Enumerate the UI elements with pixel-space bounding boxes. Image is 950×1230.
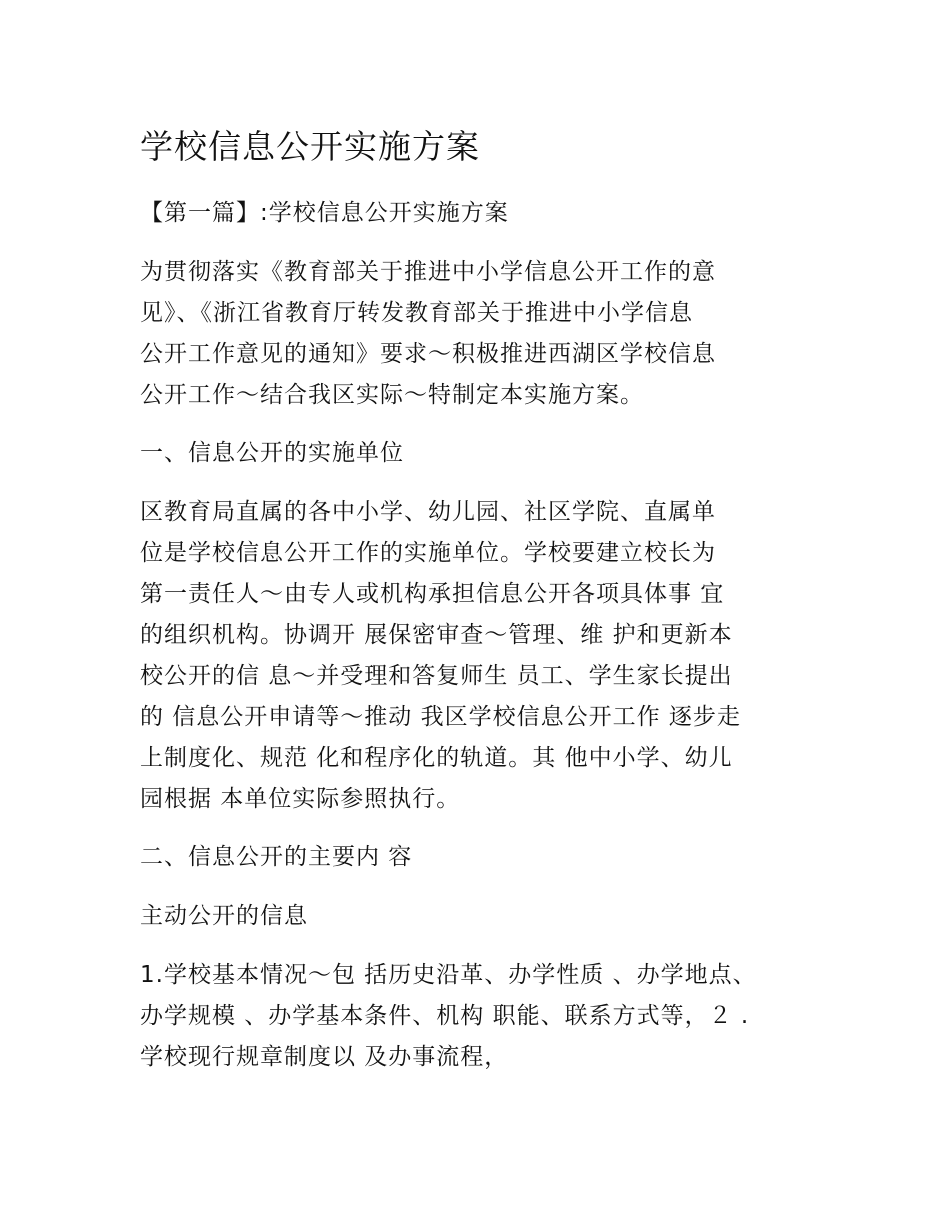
intro-line: 为贯彻落实《教育部关于推进中小学信息公开工作的意 — [140, 259, 716, 285]
section-1-line: 上制度化、规范 化和程序化的轨道。其 他中小学、幼儿 — [140, 745, 733, 771]
section-1-line: 第一责任人～由专人或机构承担信息公开各项具体事 宜 — [140, 581, 725, 607]
section-1-line: 的组织机构。协调开 展保密审查～管理、维 护和更新本 — [140, 622, 733, 648]
intro-paragraph — [140, 252, 840, 416]
section-1-line: 的 信息公开申请等～推动 我区学校信息公开工作 逐步走 — [140, 704, 741, 730]
section-1-line: 校公开的信 息～并受理和答复师生 员工、学生家长提出 — [140, 663, 733, 689]
intro-line: 公开工作～结合我区实际～特制定本实施方案。 — [140, 382, 644, 408]
section-2-heading: 二、信息公开的主要内 容 — [140, 844, 413, 870]
section-1-line: 区教育局直属的各中小学、幼儿园、社区学院、直属单 — [140, 499, 716, 525]
section-1-line: 园根据 本单位实际参照执行。 — [140, 786, 461, 812]
section-1-line: 位是学校信息公开工作的实施单位。学校要建立校长为 — [140, 540, 716, 566]
intro-line: 见》、《浙江省教育厅转发教育部关于推进中小学信息 — [140, 300, 693, 326]
section-2-paragraph — [140, 955, 840, 1078]
section-2-line: 办学规模 、办学基本条件、机构 职能、联系方式等，２ . — [140, 1003, 750, 1029]
section-1-paragraph — [140, 492, 840, 820]
document-subtitle: 【第一篇】:学校信息公开实施方案 — [140, 200, 509, 226]
intro-line: 公开工作意见的通知》要求～积极推进西湖区学校信息 — [140, 341, 716, 367]
section-2-line: 1.学校基本情况～包 括历史沿革、办学性质 、办学地点、 — [140, 962, 757, 988]
section-2-subheading: 主动公开的信息 — [140, 903, 308, 929]
document-title: 学校信息公开实施方案 — [140, 127, 480, 166]
section-1-heading: 一、信息公开的实施单位 — [140, 440, 404, 466]
section-2-line: 学校现行规章制度以 及办事流程， — [140, 1044, 509, 1070]
